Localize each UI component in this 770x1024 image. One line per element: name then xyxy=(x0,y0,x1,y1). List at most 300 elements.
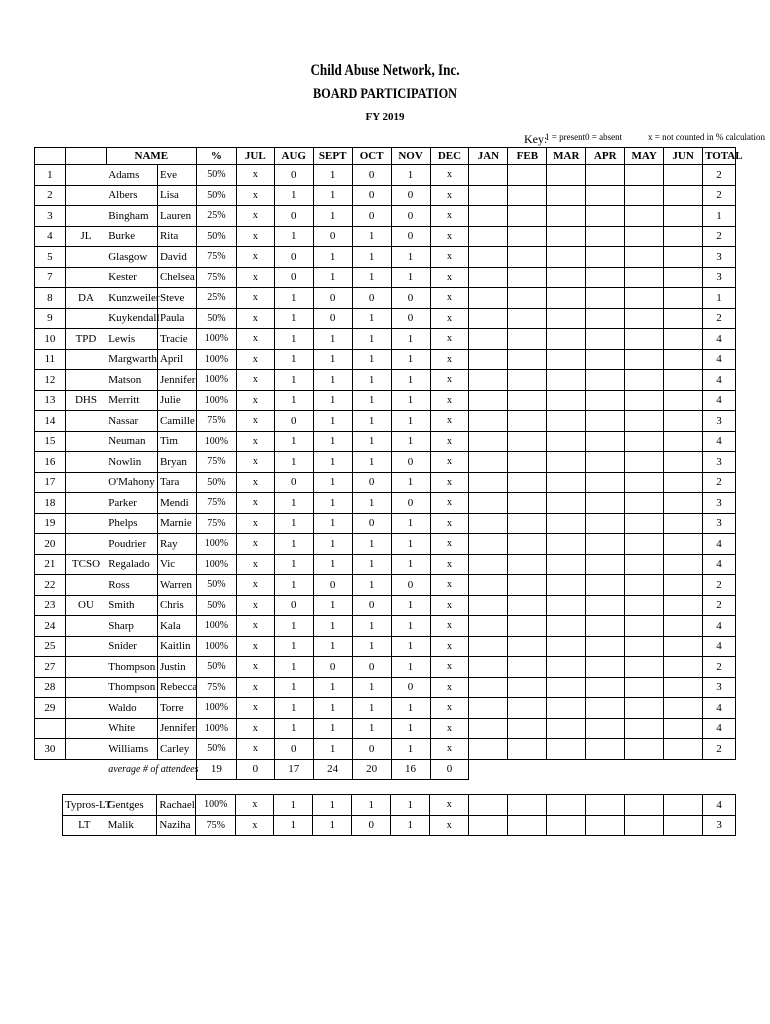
cell-dec: x xyxy=(430,329,469,350)
cell-jul: x xyxy=(236,554,274,575)
cell-group: DHS xyxy=(65,390,106,411)
cell-feb xyxy=(508,795,547,816)
cell-mar xyxy=(547,308,586,329)
cell-total: 3 xyxy=(703,513,736,534)
cell-apr xyxy=(586,206,625,227)
cell-first-name: Rachael xyxy=(157,795,196,816)
cell-percent: 50% xyxy=(196,739,236,760)
cell-jul: x xyxy=(236,370,274,391)
cell-feb xyxy=(508,206,547,227)
cell-nov: 1 xyxy=(391,739,430,760)
cell-aug: 1 xyxy=(274,431,313,452)
cell-sept: 1 xyxy=(313,718,352,739)
cell-may xyxy=(625,247,664,268)
cell-oct: 1 xyxy=(352,575,391,596)
cell-jun xyxy=(664,636,703,657)
cell-total: 2 xyxy=(703,185,736,206)
cell-aug: 1 xyxy=(274,329,313,350)
cell-dec: x xyxy=(430,616,469,637)
cell-last-name: Thompson xyxy=(106,657,157,678)
cell-number: 9 xyxy=(35,308,66,329)
cell-jan xyxy=(469,616,508,637)
cell-may xyxy=(625,575,664,596)
cell-nov: 1 xyxy=(391,636,430,657)
cell-jun xyxy=(664,513,703,534)
average-value: 19 xyxy=(196,759,236,780)
cell-jan xyxy=(469,657,508,678)
cell-first-name: Justin xyxy=(157,657,196,678)
cell-group: TCSO xyxy=(65,554,106,575)
cell-aug: 1 xyxy=(274,493,313,514)
cell-last-name: Matson xyxy=(106,370,157,391)
cell-apr xyxy=(586,247,625,268)
cell-dec: x xyxy=(430,677,469,698)
cell-jan xyxy=(469,595,508,616)
key-absent: 0 = absent xyxy=(585,132,623,142)
cell-nov: 1 xyxy=(391,595,430,616)
cell-group xyxy=(65,616,106,637)
cell-group xyxy=(65,472,106,493)
table-row xyxy=(35,575,736,596)
cell-oct: 0 xyxy=(352,206,391,227)
document-title: Child Abuse Network, Inc. xyxy=(310,62,460,79)
cell-first-name: Mendi xyxy=(157,493,196,514)
cell-jan xyxy=(469,739,508,760)
cell-sept: 1 xyxy=(313,247,352,268)
cell-mar xyxy=(547,390,586,411)
cell-last-name: Nowlin xyxy=(106,452,157,473)
header-apr: APR xyxy=(586,148,625,165)
cell-may xyxy=(625,288,664,309)
cell-total: 3 xyxy=(703,411,736,432)
cell-mar xyxy=(547,411,586,432)
cell-apr xyxy=(586,595,625,616)
cell-dec: x xyxy=(430,308,469,329)
cell-aug: 0 xyxy=(274,267,313,288)
cell-mar xyxy=(547,575,586,596)
cell-dec: x xyxy=(430,226,469,247)
cell-jun xyxy=(664,308,703,329)
cell-jul: x xyxy=(236,308,274,329)
cell-number: 22 xyxy=(35,575,66,596)
header-oct: OCT xyxy=(352,148,391,165)
header-feb: FEB xyxy=(508,148,547,165)
cell-aug: 1 xyxy=(274,575,313,596)
table-row xyxy=(35,206,736,227)
cell-first-name: Lisa xyxy=(157,185,196,206)
table-row xyxy=(35,165,736,186)
cell-mar xyxy=(547,739,586,760)
cell-oct: 1 xyxy=(352,795,391,816)
cell-sept: 1 xyxy=(313,739,352,760)
header-jul: JUL xyxy=(236,148,274,165)
cell-percent: 100% xyxy=(196,554,236,575)
header-nov: NOV xyxy=(391,148,430,165)
header-jun: JUN xyxy=(664,148,703,165)
cell-sept: 1 xyxy=(313,390,352,411)
cell-jul: x xyxy=(236,247,274,268)
header-mar: MAR xyxy=(547,148,586,165)
cell-group xyxy=(65,677,106,698)
lt-row xyxy=(63,795,736,816)
cell-first-name: David xyxy=(157,247,196,268)
cell-dec: x xyxy=(430,739,469,760)
header-aug: AUG xyxy=(274,148,313,165)
cell-apr xyxy=(586,431,625,452)
cell-oct: 1 xyxy=(352,267,391,288)
header-dec: DEC xyxy=(430,148,469,165)
cell-oct: 0 xyxy=(352,185,391,206)
cell-oct: 0 xyxy=(352,165,391,186)
cell-nov: 1 xyxy=(391,534,430,555)
cell-jul: x xyxy=(236,411,274,432)
cell-nov: 1 xyxy=(391,513,430,534)
cell-may xyxy=(625,472,664,493)
cell-jan xyxy=(469,329,508,350)
table-row xyxy=(35,677,736,698)
cell-group xyxy=(65,165,106,186)
cell-jan xyxy=(469,349,508,370)
cell-oct: 1 xyxy=(352,226,391,247)
cell-last-name: Gentges xyxy=(106,795,157,816)
cell-mar xyxy=(547,452,586,473)
cell-feb xyxy=(508,288,547,309)
cell-dec: x xyxy=(430,513,469,534)
cell-first-name: Tim xyxy=(157,431,196,452)
cell-jan xyxy=(469,452,508,473)
cell-apr xyxy=(586,185,625,206)
cell-feb xyxy=(508,698,547,719)
cell-last-name: Margwarth xyxy=(106,349,157,370)
cell-feb xyxy=(508,575,547,596)
cell-apr xyxy=(586,308,625,329)
cell-total: 1 xyxy=(703,206,736,227)
cell-last-name: Neuman xyxy=(106,431,157,452)
cell-mar xyxy=(547,636,586,657)
cell-number: 25 xyxy=(35,636,66,657)
cell-nov: 1 xyxy=(391,411,430,432)
table-row xyxy=(35,411,736,432)
cell-apr xyxy=(586,739,625,760)
cell-first-name: Camille xyxy=(157,411,196,432)
average-row xyxy=(35,759,736,780)
cell-aug: 1 xyxy=(274,390,313,411)
cell-apr xyxy=(586,267,625,288)
cell-may xyxy=(625,534,664,555)
cell-nov: 1 xyxy=(391,698,430,719)
cell-percent: 50% xyxy=(196,226,236,247)
cell-jul: x xyxy=(236,575,274,596)
cell-sept: 1 xyxy=(313,370,352,391)
cell-dec: x xyxy=(430,431,469,452)
cell-total: 3 xyxy=(703,452,736,473)
cell-feb xyxy=(508,247,547,268)
cell-jan xyxy=(469,575,508,596)
cell-aug: 1 xyxy=(274,554,313,575)
cell-number: 5 xyxy=(35,247,66,268)
cell-last-name: Bingham xyxy=(106,206,157,227)
cell-last-name: Burke xyxy=(106,226,157,247)
cell-mar xyxy=(547,185,586,206)
cell-nov: 1 xyxy=(391,247,430,268)
cell-oct: 0 xyxy=(352,288,391,309)
cell-mar xyxy=(547,595,586,616)
participation-table xyxy=(34,147,743,780)
cell-oct: 1 xyxy=(352,431,391,452)
cell-may xyxy=(625,452,664,473)
cell-first-name: Chelsea xyxy=(157,267,196,288)
cell-nov: 1 xyxy=(391,165,430,186)
table-row xyxy=(35,739,736,760)
cell-may xyxy=(625,795,664,816)
cell-feb xyxy=(508,165,547,186)
cell-first-name: Ray xyxy=(157,534,196,555)
cell-oct: 1 xyxy=(352,411,391,432)
cell-group xyxy=(65,575,106,596)
average-empty xyxy=(664,759,703,780)
cell-number: 4 xyxy=(35,226,66,247)
table-row xyxy=(35,595,736,616)
average-value: 0 xyxy=(430,759,469,780)
cell-aug: 0 xyxy=(274,165,313,186)
cell-group xyxy=(65,411,106,432)
cell-total: 3 xyxy=(703,267,736,288)
cell-percent: 100% xyxy=(196,718,236,739)
cell-feb xyxy=(508,815,547,836)
cell-dec: x xyxy=(430,534,469,555)
cell-group xyxy=(65,206,106,227)
cell-number: 18 xyxy=(35,493,66,514)
header-group xyxy=(65,148,106,165)
cell-number: 19 xyxy=(35,513,66,534)
cell-last-name: Glasgow xyxy=(106,247,157,268)
cell-group xyxy=(65,493,106,514)
cell-jul: x xyxy=(236,185,274,206)
cell-may xyxy=(625,431,664,452)
cell-apr xyxy=(586,616,625,637)
cell-may xyxy=(625,739,664,760)
cell-feb xyxy=(508,513,547,534)
cell-number: 15 xyxy=(35,431,66,452)
cell-jun xyxy=(664,534,703,555)
cell-number: 29 xyxy=(35,698,66,719)
cell-oct: 1 xyxy=(352,554,391,575)
cell-last-name: Phelps xyxy=(106,513,157,534)
document-subtitle: BOARD PARTICIPATION xyxy=(312,86,458,102)
cell-feb xyxy=(508,595,547,616)
cell-apr xyxy=(586,718,625,739)
cell-oct: 0 xyxy=(352,595,391,616)
cell-may xyxy=(625,493,664,514)
cell-percent: 100% xyxy=(196,329,236,350)
cell-percent: 75% xyxy=(196,247,236,268)
average-value: 24 xyxy=(313,759,352,780)
cell-mar xyxy=(547,554,586,575)
cell-jul: x xyxy=(236,636,274,657)
cell-group xyxy=(65,534,106,555)
cell-nov: 1 xyxy=(391,554,430,575)
cell-oct: 1 xyxy=(352,677,391,698)
cell-feb xyxy=(508,554,547,575)
cell-mar xyxy=(547,534,586,555)
cell-jan xyxy=(469,288,508,309)
cell-apr xyxy=(586,288,625,309)
cell-may xyxy=(625,267,664,288)
key-present: 1 = present xyxy=(545,132,586,142)
cell-jun xyxy=(664,206,703,227)
cell-jun xyxy=(664,575,703,596)
cell-group xyxy=(65,698,106,719)
cell-mar xyxy=(547,795,586,816)
cell-sept: 1 xyxy=(313,815,352,836)
average-empty xyxy=(703,759,736,780)
cell-percent: 50% xyxy=(196,308,236,329)
cell-sept: 1 xyxy=(313,185,352,206)
cell-jan xyxy=(469,795,508,816)
cell-nov: 1 xyxy=(391,390,430,411)
cell-jul: x xyxy=(236,349,274,370)
cell-dec: x xyxy=(430,493,469,514)
cell-first-name: Paula xyxy=(157,308,196,329)
cell-may xyxy=(625,657,664,678)
cell-sept: 1 xyxy=(313,411,352,432)
header-number xyxy=(35,148,66,165)
cell-nov: 1 xyxy=(391,472,430,493)
cell-first-name: Naziha xyxy=(157,815,196,836)
average-empty xyxy=(625,759,664,780)
cell-first-name: Jennifer xyxy=(157,370,196,391)
cell-percent: 100% xyxy=(196,370,236,391)
cell-feb xyxy=(508,390,547,411)
cell-sept: 1 xyxy=(313,698,352,719)
cell-sept: 1 xyxy=(313,349,352,370)
cell-apr xyxy=(586,226,625,247)
cell-nov: 0 xyxy=(391,206,430,227)
cell-feb xyxy=(508,493,547,514)
cell-jul: x xyxy=(236,595,274,616)
cell-last-name: Thompson xyxy=(106,677,157,698)
cell-aug: 0 xyxy=(274,595,313,616)
cell-nov: 0 xyxy=(391,288,430,309)
cell-apr xyxy=(586,513,625,534)
cell-total: 2 xyxy=(703,308,736,329)
cell-nov: 1 xyxy=(391,657,430,678)
cell-first-name: Vic xyxy=(157,554,196,575)
cell-dec: x xyxy=(430,795,469,816)
cell-apr xyxy=(586,698,625,719)
table-row xyxy=(35,288,736,309)
cell-first-name: Lauren xyxy=(157,206,196,227)
cell-first-name: Warren xyxy=(157,575,196,596)
cell-sept: 1 xyxy=(313,636,352,657)
cell-total: 4 xyxy=(703,329,736,350)
cell-aug: 0 xyxy=(274,411,313,432)
cell-dec: x xyxy=(430,554,469,575)
cell-jun xyxy=(664,815,703,836)
cell-percent: 100% xyxy=(196,795,236,816)
cell-oct: 1 xyxy=(352,636,391,657)
cell-sept: 1 xyxy=(313,595,352,616)
cell-first-name: Marnie xyxy=(157,513,196,534)
average-empty xyxy=(469,759,508,780)
cell-jul: x xyxy=(236,452,274,473)
cell-jun xyxy=(664,329,703,350)
cell-jul: x xyxy=(236,493,274,514)
cell-group xyxy=(65,718,106,739)
table-row xyxy=(35,247,736,268)
cell-total: 3 xyxy=(703,247,736,268)
cell-first-name: Rita xyxy=(157,226,196,247)
cell-mar xyxy=(547,657,586,678)
cell-total: 2 xyxy=(703,472,736,493)
table-row xyxy=(35,534,736,555)
cell-number: 7 xyxy=(35,267,66,288)
table-row xyxy=(35,657,736,678)
cell-jun xyxy=(664,390,703,411)
cell-may xyxy=(625,595,664,616)
cell-group xyxy=(65,431,106,452)
cell-oct: 1 xyxy=(352,616,391,637)
cell-jun xyxy=(664,718,703,739)
cell-number: 23 xyxy=(35,595,66,616)
cell-number: 14 xyxy=(35,411,66,432)
cell-aug: 1 xyxy=(274,308,313,329)
cell-dec: x xyxy=(430,206,469,227)
table-row xyxy=(35,370,736,391)
header-name: NAME xyxy=(106,148,196,165)
cell-aug: 1 xyxy=(274,636,313,657)
cell-last-name: Regalado xyxy=(106,554,157,575)
cell-sept: 1 xyxy=(313,554,352,575)
cell-percent: 100% xyxy=(196,349,236,370)
cell-group: DA xyxy=(65,288,106,309)
cell-jul: x xyxy=(236,739,274,760)
cell-dec: x xyxy=(430,370,469,391)
cell-jul: x xyxy=(236,677,274,698)
cell-jun xyxy=(664,472,703,493)
cell-mar xyxy=(547,677,586,698)
cell-apr xyxy=(586,795,625,816)
cell-sept: 1 xyxy=(313,206,352,227)
cell-oct: 0 xyxy=(352,739,391,760)
cell-jan xyxy=(469,165,508,186)
cell-jul: x xyxy=(236,534,274,555)
cell-jan xyxy=(469,411,508,432)
cell-nov: 0 xyxy=(391,677,430,698)
cell-last-name: Nassar xyxy=(106,411,157,432)
cell-may xyxy=(625,636,664,657)
cell-first-name: Tara xyxy=(157,472,196,493)
cell-mar xyxy=(547,226,586,247)
cell-feb xyxy=(508,616,547,637)
cell-aug: 1 xyxy=(274,534,313,555)
cell-total: 1 xyxy=(703,288,736,309)
cell-number: 21 xyxy=(35,554,66,575)
cell-total: 4 xyxy=(703,431,736,452)
cell-jul: x xyxy=(236,513,274,534)
cell-nov: 1 xyxy=(391,349,430,370)
cell-sept: 1 xyxy=(313,616,352,637)
cell-number: 2 xyxy=(35,185,66,206)
cell-feb xyxy=(508,452,547,473)
cell-nov: 1 xyxy=(391,267,430,288)
cell-total: 4 xyxy=(703,390,736,411)
cell-aug: 0 xyxy=(274,247,313,268)
cell-number: 13 xyxy=(35,390,66,411)
average-label: average # of attendees xyxy=(106,759,196,780)
cell-apr xyxy=(586,472,625,493)
cell-jun xyxy=(664,452,703,473)
